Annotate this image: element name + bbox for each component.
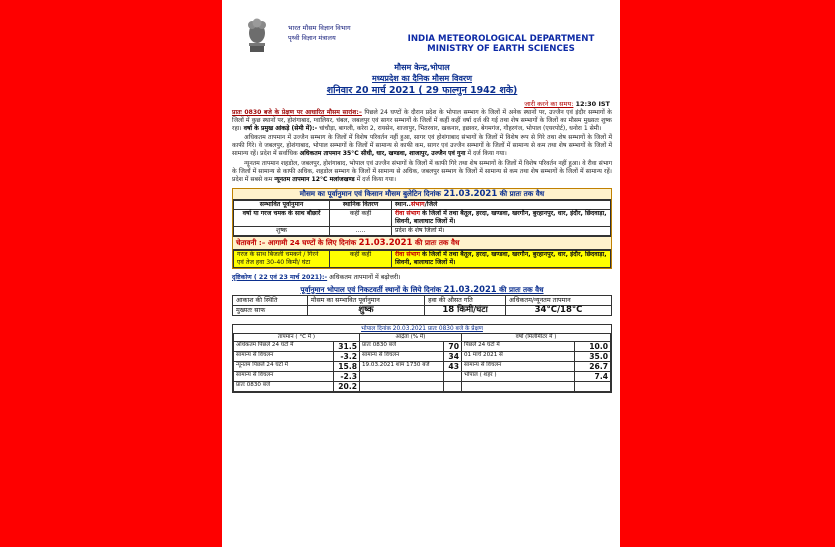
warning-table — [233, 250, 611, 268]
table-row: सामान्य से विचलन -2.3 भोपाल ( शहर ) 7.4 — [234, 372, 611, 382]
letterhead — [232, 10, 612, 66]
table-row: न्यूनतम पिछले 24 घंटो में 15.8 19.03.2021 शाम 1730 बजे 43 सामान्य से विचलन 26.7 — [234, 362, 611, 372]
report-title: मध्यप्रदेश का दैनिक मौसम विवरण — [371, 74, 472, 83]
warning-title: चेतावनी :– आगामी 24 घण्टों के लिए दिनांक 21.03.2021 की प्रातः तक वैध — [233, 236, 611, 250]
forecast-table: सम्भावित पूर्वानुमान स्थानिक वितरण स्थान..संभाग/जिले वर्षा या गरज चमक के साथ बौछारें कहीं कहीं रीवा संभाग के जिलों में तथा बैतूल, हरदा, खण्डवा, खरगौन, बुरहानपुर, धार, इंदौर, छिंदवाड़ा, सिवनी, बालाघाट जिलों में। शुष्क ..... प्रदेश के शेष जिलों में। — [233, 200, 611, 236]
ashoka-emblem-icon — [246, 16, 268, 56]
bulletin-page — [222, 0, 620, 547]
forecast-title: मौसम का पूर्वानुमान एवं किसान मौसम बुलेटिन दिनांक 21.03.2021 की प्रातः तक वैध — [233, 189, 611, 200]
table-row: प्रातः 0830 बजे 20.2 — [234, 382, 611, 392]
outlook: दृष्टिकोण ( 22 एवं 23 मार्च 2021):- अधिकतम तापमानों में बढ़ोत्तरी। — [232, 273, 401, 281]
table-row: मुख्यतः साफ शुष्क 18 किमी/घंटा 34°C/18°C — [233, 305, 612, 315]
summary-paragraph: प्रातः 0830 बजे के प्रेक्षण पर आधारित मौसम सारांश:– पिछले 24 घण्टों के दौरान प्रदेश के भोपाल सम्भाग के जिलों में अनेक स्थानों पर, उज्जैन एवं इंदौर सम्भागों के जिलों में कुछ स्थानों पर, होशंगाबाद, ग्वालियर, चंबल, जबलपुर एवं सागर सम्भागों के जिलों में कहीं कहीं वर्षा दर्ज की गई तथा शेष सम्भागों के जिलों का मौसम मुख्यतः शुष्क रहा। वर्षा के प्रमुख आंकड़े (सेमी में):- चांचौड़ा, बागली, करेरा 2, रायसेन, शाजापुर, भितरवार, खकनार, इछावर, बेगमगंज, गौहरगंज, भोपाल (एयरपोर्ट), धनोरा 1 सेमी। — [232, 109, 612, 133]
issue-time: जारी करने का समय: 12:30 IST — [524, 100, 610, 108]
min-temp-paragraph: न्यूनतम तापमान शहडोल, जबलपुर, होशंगाबाद, भोपाल एवं उज्जैन संभागों के जिलों में काफी गिरे तथा शेष सम्भागों के जिलों में विशेष परिवर्तन नहीं हुआ। वे रीवा संभाग के जिलों में सामान्य से काफी अधिक, शहडोल सम्भाग के जिलों में सामान्य से अधिक, जबलपुर सम्भाग के जिलों में सामान्य से कम तथा शेष सम्भागों के जिलों में सामान्य रहें। प्रदेश में सबसे कम न्यूनतम तापमान 12°C मलांजखण्ड में दर्ज किया गया। — [232, 159, 612, 183]
bhopal-forecast-title: पूर्वानुमान भोपाल एवं निकटवर्ती स्थानों के लिये दिनांक 21.03.2021 की प्रातः तक वैध — [300, 283, 544, 294]
table-row: सामान्य से विचलन -3.2 सामान्य से विचलन 34 01 मार्च 2021 से 35.0 — [234, 352, 611, 362]
max-temp-paragraph: अधिकतम तापमान में उज्जैन सम्भाग के जिलों में विशेष परिवर्तन नहीं हुआ, सागर एवं होशंगाबाद संभागों के जिलों में विशेष रूप से गिरे तथा शेष सम्भागों के जिलों में काफी गिरे। वे जबलपुर, होशंगाबाद, भोपाल सम्भागों के जिलों में सामान्य से काफी कम, सागर एवं उज्जैन सम्भागों के जिलों में सामान्य से कम तथा शेष सम्भागों के जिलों में सामान्य रहें। प्रदेश में सर्वाधिक अधिकतम तापमान 35°C सीधी, धार, खण्डवा, शाजापुर, उज्जैन एवं गुना में दर्ज किया गया। — [232, 134, 612, 158]
table-row: अधिकतम पिछले 24 घंटों में 31.5 प्रातः 0830 बजे 70 पिछले 24 घंटों में 10.0 — [234, 342, 611, 352]
table-row: गरज के साथ बिजली चमकने / गिरने एवं तेज हवा 30-40 किमी/ घंटा कहीं कहीं रीवा संभाग के जिलों में तथा बैतूल, हरदा, खण्डवा, खरगौन, बुरहानपुर, धार, इंदौर, छिंदवाड़ा, सिवनी, बालाघाट जिलों में। — [234, 250, 611, 267]
bhopal-forecast-table: आकाश की स्थिति मौसम का सम्भावित पूर्वानुमान हवा की औसत गति अधिकतम/न्यूनतम तापमान मुख्यतः साफ शुष्क 18 किमी/घंटा 34°C/18°C — [232, 295, 612, 316]
observations-table: तापमान ( °C में ) आर्द्रता (% में) वर्षा (मिलीमीटर में ) अधिकतम पिछले 24 घंटों में 31.5 प्रातः 0830 बजे 70 पिछले 24 घंटों में 10.0 सामान्य से विचलन -3.2 सामान्य से विचलन 34 01 मार्च 2021 से 35.0 न्यूनतम पिछले 24 घंटो में 15.8 19.03.2021 शाम 1730 बजे 43 सामान्य से विचलन 26.7 सामान्य से विचलन -2.3 भोपाल ( शहर ) 7.4 प्रातः 0830 बजे 20.2 — [233, 333, 611, 393]
english-department-name: INDIA METEOROLOGICAL DEPARTMENT MINISTRY OF EARTH SCIENCES — [407, 34, 595, 54]
table-row: शुष्क ..... प्रदेश के शेष जिलों में। — [234, 226, 611, 235]
report-date: शनिवार 20 मार्च 2021 ( 29 फाल्गुन 1942 शके) — [326, 85, 518, 96]
table-row: वर्षा या गरज चमक के साथ बौछारें कहीं कहीं रीवा संभाग के जिलों में तथा बैतूल, हरदा, खण्डवा, खरगौन, बुरहानपुर, धार, इंदौर, छिंदवाड़ा, सिवनी, बालाघाट जिलों में। — [234, 209, 611, 226]
centre-heading: मौसम केन्द्र,भोपाल मध्यप्रदेश का दैनिक मौसम विवरण — [232, 62, 612, 84]
observations-section: भोपाल दिनांक 20.03.2021 प्रातः 0830 बजे के प्रेक्षण तापमान ( °C में ) आर्द्रता (% में) वर्षा (मिलीमीटर में ) अधिकतम पिछले 24 घंटों में 31.5 प्रातः 0830 बजे 70 पिछले 24 घंटों में 10.0 सामान्य से विचलन -3.2 सामान्य से विचलन 34 01 मार्च 2021 से 35.0 न्यूनतम पिछले 24 घंटो में 15.8 19.03.2021 शाम 1730 बजे 43 सामान्य से विचलन 26.7 सामान्य से विचलन -2.3 भोपाल ( शहर ) 7.4 प्रातः 0830 बजे 20.2 — [232, 324, 612, 394]
hindi-department-name: भारत मौसम विज्ञान विभाग पृथ्वी विज्ञान मंत्रालय — [288, 24, 351, 42]
forecast-section — [232, 188, 612, 269]
